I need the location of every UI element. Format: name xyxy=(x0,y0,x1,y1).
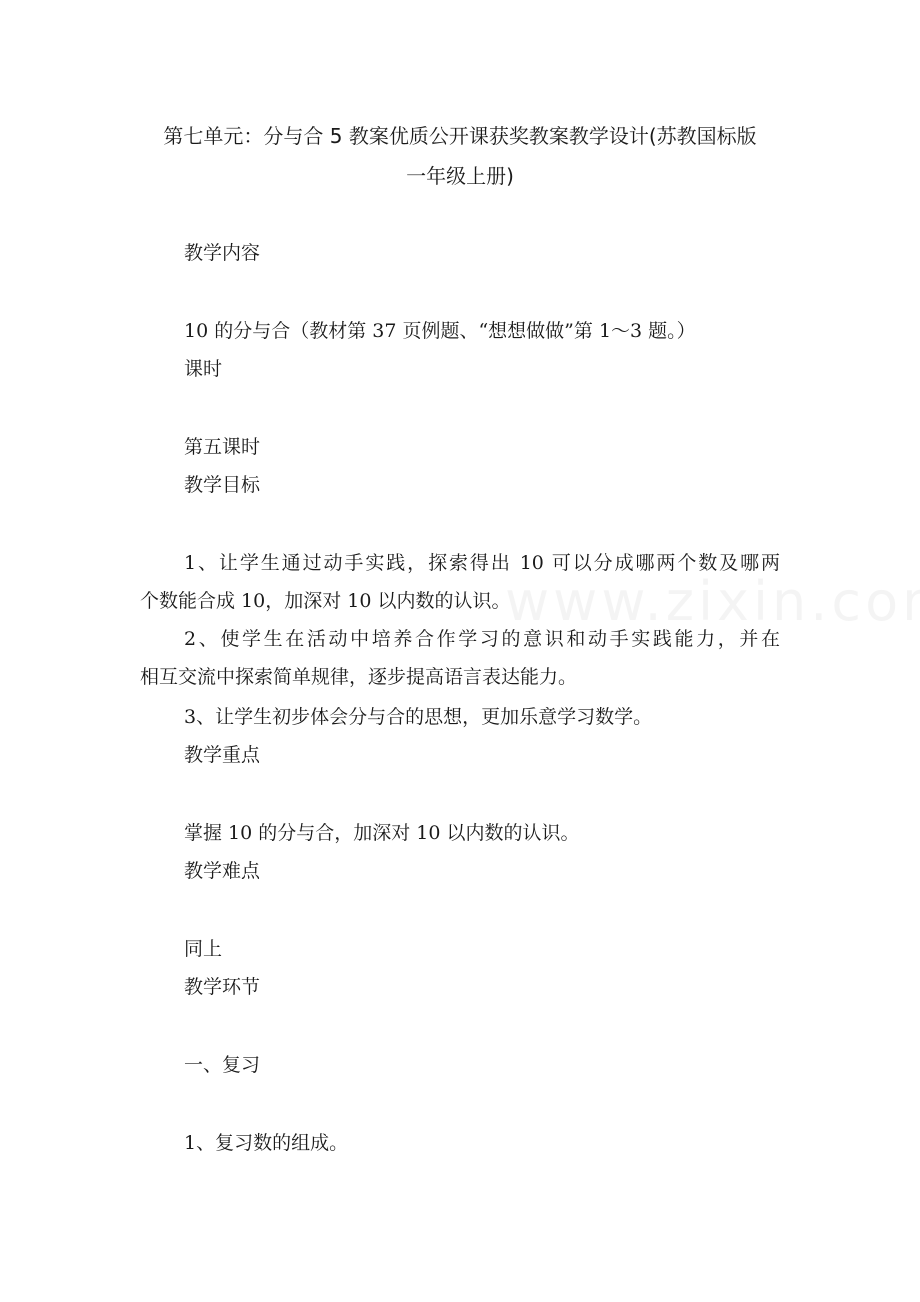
section-heading-difficulty: 教学难点 xyxy=(184,860,261,882)
content-text: 10 的分与合（教材第 37 页例题、“想想做做”第 1～3 题。） xyxy=(184,320,696,342)
section-heading-keypoint: 教学重点 xyxy=(184,744,261,766)
objective-2-line-2: 相互交流中探索简单规律，逐步提高语言表达能力。 xyxy=(140,666,578,688)
step-1: 一、复习 xyxy=(184,1054,261,1076)
section-heading-objective: 教学目标 xyxy=(184,474,261,496)
difficulty-text: 同上 xyxy=(184,938,223,960)
step-1-1: 1、复习数的组成。 xyxy=(184,1132,349,1154)
objective-1-line-2: 个数能合成 10，加深对 10 以内数的认识。 xyxy=(140,590,511,612)
document-title xyxy=(100,116,820,196)
objective-2-line-1-text: 2、使学生在活动中培养合作学习的意识和动手实践能力，并在 xyxy=(184,628,780,650)
lesson-text: 第五课时 xyxy=(184,436,261,458)
objective-3: 3、让学生初步体会分与合的思想，更加乐意学习数学。 xyxy=(184,706,653,728)
title-line-2: 一年级上册) xyxy=(406,164,514,188)
objective-1-line-1 xyxy=(184,548,780,575)
objective-1-line-1-text: 1、让学生通过动手实践，探索得出 10 可以分成哪两个数及哪两 xyxy=(184,552,780,574)
objective-2-line-1 xyxy=(184,624,780,651)
section-heading-steps: 教学环节 xyxy=(184,976,261,998)
keypoint-text: 掌握 10 的分与合，加深对 10 以内数的认识。 xyxy=(184,822,580,844)
title-line-1: 第七单元：分与合 5 教案优质公开课获奖教案教学设计(苏教国标版 xyxy=(163,124,757,148)
section-heading-lesson: 课时 xyxy=(184,358,223,380)
section-heading-content: 教学内容 xyxy=(184,242,261,264)
